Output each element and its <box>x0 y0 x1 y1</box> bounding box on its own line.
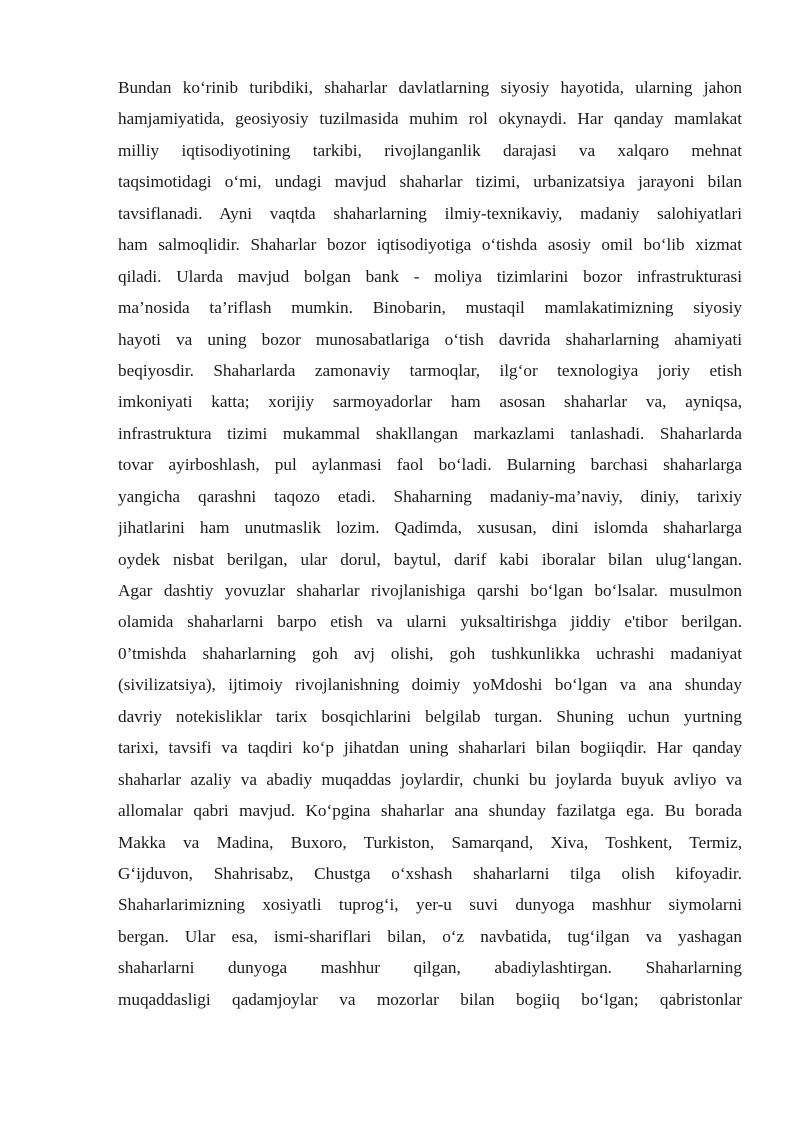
text-line: taqsimotidagi o‘mi, undagi mavjud shaharlar tizimi, urbanizatsiya jarayoni bilan <box>118 172 742 192</box>
text-line: 0’tmishda shaharlarning goh avj olishi, goh tushkunlikka uchrashi madaniyat <box>118 643 742 663</box>
text-line: olamida shaharlarni barpo etish va ularni yuksaltirishga jiddiy e'tibor berilgan. <box>118 612 742 632</box>
text-line: jihatlarini ham unutmaslik lozim. Qadimda, xususan, dini islomda shaharlarga <box>118 518 742 538</box>
text-line: hayoti va uning bozor munosabatlariga o‘tish davrida shaharlarning ahamiyati <box>118 329 742 349</box>
text-line: shaharlar azaliy va abadiy muqaddas joylardir, chunki bu joylarda buyuk avliyo va <box>118 769 742 789</box>
text-line: infrastruktura tizimi mukammal shakllangan markazlami tanlashadi. Shaharlarda <box>118 423 742 443</box>
text-line: ham salmoqlidir. Shaharlar bozor iqtisodiyotiga o‘tishda asosiy omil bo‘lib xizmat <box>118 235 742 255</box>
text-line: imkoniyati katta; xorijiy sarmoyadorlar ham asosan shaharlar va, ayniqsa, <box>118 392 742 412</box>
text-line: (sivilizatsiya), ijtimoiy rivojlanishning doimiy yoMdoshi bo‘lgan va ana shunday <box>118 675 742 695</box>
text-line: Makka va Madina, Buxoro, Turkiston, Samarqand, Xiva, Toshkent, Termiz, <box>118 832 742 852</box>
text-line: tarixi, tavsifi va taqdiri ko‘p jihatdan uning shaharlari bilan bogiiqdir. Har qanday <box>118 738 742 758</box>
text-line: tavsiflanadi. Ayni vaqtda shaharlarning ilmiy-texnikaviy, madaniy salohiyatlari <box>118 203 742 223</box>
text-line: shaharlarni dunyoga mashhur qilgan, abadiylashtirgan. Shaharlarning <box>118 958 742 978</box>
text-line: bergan. Ular esa, ismi-shariflari bilan, o‘z navbatida, tug‘ilgan va yashagan <box>118 926 742 946</box>
text-line: G‘ijduvon, Shahrisabz, Chustga o‘xshash shaharlarni tilga olish kifoyadir. <box>118 863 742 883</box>
text-line: milliy iqtisodiyotining tarkibi, rivojlanganlik darajasi va xalqaro mehnat <box>118 140 742 160</box>
text-line: Agar dashtiy yovuzlar shaharlar rivojlanishiga qarshi bo‘lgan bo‘lsalar. musulmon <box>118 581 742 600</box>
text-line: Bundan ko‘rinib turibdiki, shaharlar davlatlarning siyosiy hayotida, ularning jahon <box>118 78 742 97</box>
text-line: tovar ayirboshlash, pul aylanmasi faol bo‘ladi. Bularning barchasi shaharlarga <box>118 455 742 475</box>
text-line: hamjamiyatida, geosiyosiy tuzilmasida muhim rol okynaydi. Har qanday mamlakat <box>118 109 742 129</box>
text-line: beqiyosdir. Shaharlarda zamonaviy tarmoqlar, ilg‘or texnologiya joriy etish <box>118 360 742 380</box>
text-line: Shaharlarimizning xosiyatli tuprog‘i, yer-u suvi dunyoga mashhur siymolarni <box>118 895 742 915</box>
text-line: ma’nosida ta’riflash mumkin. Binobarin, mustaqil mamlakatimizning siyosiy <box>118 298 742 318</box>
text-line: muqaddasligi qadamjoylar va mozorlar bilan bogiiq bo‘lgan; qabristonlar <box>118 989 742 1009</box>
text-line: allomalar qabri mavjud. Ko‘pgina shaharlar ana shunday fazilatga ega. Bu borada <box>118 801 742 821</box>
text-line: yangicha qarashni taqozo etadi. Shaharning madaniy-ma’naviy, diniy, tarixiy <box>118 486 742 506</box>
text-line: oydek nisbat berilgan, ular dorul, baytul, darif kabi iboralar bilan ulug‘langan. <box>118 549 742 569</box>
body-paragraph <box>118 72 742 1015</box>
text-line: davriy notekisliklar tarix bosqichlarini belgilab turgan. Shuning uchun yurtning <box>118 706 742 726</box>
text-line: qiladi. Ularda mavjud bolgan bank - moliya tizimlarini bozor infrastrukturasi <box>118 266 742 286</box>
